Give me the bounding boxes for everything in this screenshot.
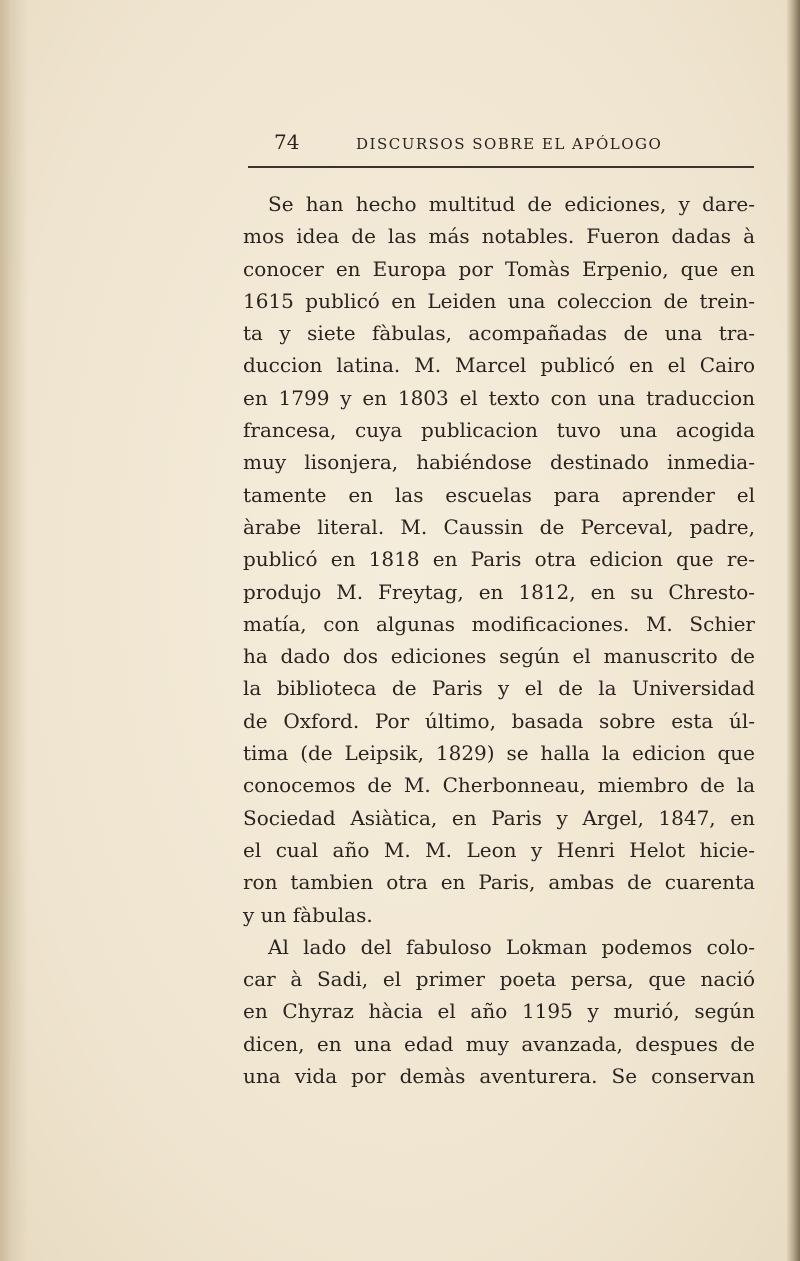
body-text [243,188,755,1092]
text-line: car à Sadi, el primer poeta persa, que nació [243,967,755,992]
text-line: dicen, en una edad muy avanzada, despues de [243,1031,755,1056]
text-line: Sociedad Asiàtica, en Paris y Argel, 1847, en [243,805,755,830]
header-rule [248,166,754,168]
text-line: Al lado del fabuloso Lokman podemos colo- [268,934,755,959]
paragraph [243,931,755,1092]
text-line: ha dado dos ediciones según el manuscrito de [243,644,755,669]
text-line: conocer en Europa por Tomàs Erpenio, que en [243,256,755,281]
text-line: de Oxford. Por último, basada sobre esta úl- [243,708,755,733]
running-head: DISCURSOS SOBRE EL APÓLOGO [356,135,663,153]
text-line: 1615 publicó en Leiden una coleccion de trein- [243,288,755,313]
text-line: y un fàbulas. [243,902,373,927]
text-line: tamente en las escuelas para aprender el [243,482,755,507]
text-line: produjo M. Freytag, en 1812, en su Chresto- [243,579,755,604]
text-line: conocemos de M. Cherbonneau, miembro de la [243,773,755,798]
text-line: en Chyraz hàcia el año 1195 y murió, según [243,999,755,1024]
text-line: duccion latina. M. Marcel publicó en el Cairo [243,353,755,378]
page-gutter-shadow [0,0,28,1261]
text-line: publicó en 1818 en Paris otra edicion que re- [243,547,755,572]
text-line: tima (de Leipsik, 1829) se halla la edicion que [243,741,755,766]
page-header [248,130,754,160]
text-line: ta y siete fàbulas, acompañadas de una tra- [243,321,755,346]
text-line: Se han hecho multitud de ediciones, y dare- [268,192,755,216]
text-line: una vida por demàs aventurera. Se conservan [243,1064,755,1089]
text-line: matía, con algunas modificaciones. M. Schier [243,611,755,636]
text-line: francesa, cuya publicacion tuvo una acogida [243,418,755,443]
text-line: mos idea de las más notables. Fueron dadas à [243,224,755,249]
text-line: àrabe literal. M. Caussin de Perceval, padre, [243,514,755,539]
page-number: 74 [274,130,300,154]
paragraph [243,188,755,931]
page-edge [786,0,800,1261]
text-line: el cual año M. M. Leon y Henri Helot hicie- [243,837,755,862]
text-line: ron tambien otra en Paris, ambas de cuarenta [243,870,755,895]
text-line: muy lisonjera, habiéndose destinado inmedia- [243,450,755,475]
text-line: en 1799 y en 1803 el texto con una traduccion [243,385,755,410]
text-line: la biblioteca de Paris y el de la Universidad [243,676,755,701]
